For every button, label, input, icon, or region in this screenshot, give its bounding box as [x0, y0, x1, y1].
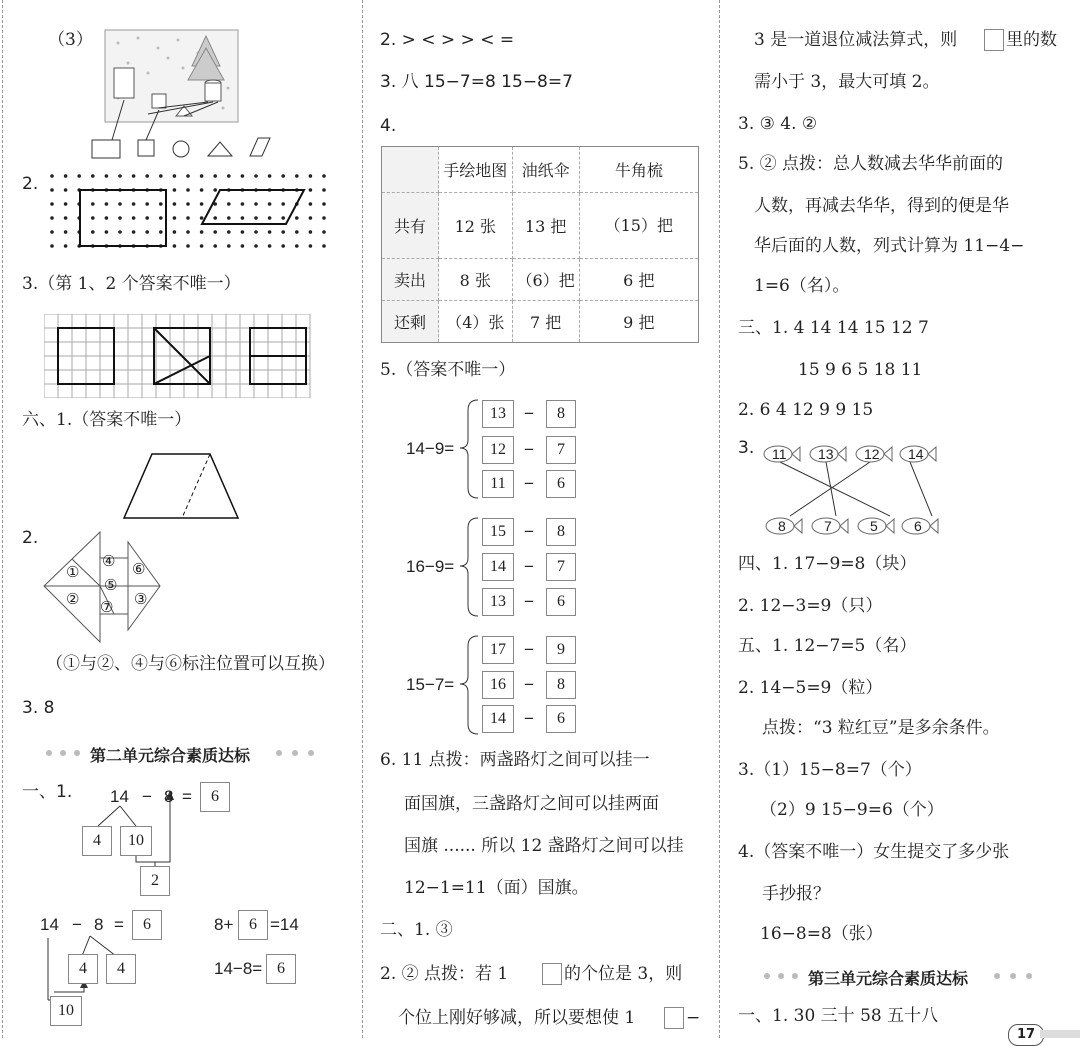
right-line-12: 四、1. 17−9=8（块）: [738, 554, 917, 574]
tangram-label-2: ②: [66, 590, 80, 608]
grid-dot: [64, 188, 68, 192]
group1-pair1-left: 13: [482, 400, 514, 428]
grid-dot: [64, 244, 68, 248]
grid-dot: [322, 188, 326, 192]
unit3-title: 第三单元综合素质达标: [808, 969, 969, 988]
grid-dot: [281, 174, 285, 178]
mid-line-6c: 国旗 ...... 所以 12 盏路灯之间可以挂: [404, 836, 684, 856]
calc3-answer-box: 6: [238, 910, 268, 940]
minus-sign: −: [524, 474, 534, 493]
right-line-4: 5. ② 点拨：总人数减去华华前面的: [738, 154, 1004, 174]
mid-two-2b: 个位上刚好够减，所以要想使 1: [398, 1008, 636, 1028]
grid-dot: [200, 230, 204, 234]
fish-bottom-1: 8: [778, 518, 786, 534]
q3b-label: 3.（第 1、2 个答案不唯一）: [22, 274, 241, 294]
right-line-21: 16−8=8（张）: [760, 924, 883, 944]
grid-dot: [173, 188, 177, 192]
grid-dot: [281, 230, 285, 234]
calc1-b: 8: [164, 787, 174, 806]
table-row-header: 共有: [382, 193, 439, 259]
calc1-op: −: [142, 787, 152, 806]
grid-dot: [145, 202, 149, 206]
group3-pair3-right: 6: [546, 705, 576, 733]
grid-dot: [268, 174, 272, 178]
calc4-answer-box: 6: [266, 954, 296, 984]
grid-dot: [322, 174, 326, 178]
mid-line-2: 2. > < > > < =: [380, 30, 515, 50]
minus-sign: −: [524, 404, 534, 423]
tangram-label-1: ①: [66, 563, 80, 581]
six-1-label: 六、1.（答案不唯一）: [22, 410, 192, 430]
mid-line-4: 4.: [380, 116, 397, 136]
calc4-pre: 14−8=: [214, 959, 263, 978]
grid-dot: [309, 216, 313, 220]
grid-dot: [295, 216, 299, 220]
table-cell: （6）把: [512, 259, 579, 301]
grid-dot: [309, 230, 313, 234]
right-line-20: 手抄报？: [762, 884, 830, 904]
page-number-bar: [1040, 1030, 1080, 1038]
grid-dot: [50, 244, 54, 248]
calc1-split1-box: 4: [82, 826, 112, 856]
column-divider-1: [362, 0, 363, 1038]
group3-pair3-left: 14: [482, 705, 514, 733]
grid-dot: [254, 202, 258, 206]
grid-dot: [50, 188, 54, 192]
grid-dot: [213, 216, 217, 220]
grid-dot: [281, 202, 285, 206]
group1-pair2-right: 7: [546, 436, 576, 464]
right-line-6: 华后面的人数，列式计算为 11−4−: [754, 236, 1025, 256]
grid-dot: [186, 202, 190, 206]
right-line-11: 3.: [738, 438, 755, 458]
table-cell: [382, 147, 439, 193]
group2-pair1-right: 8: [546, 518, 576, 546]
grid-dot: [159, 216, 163, 220]
right-line-14: 五、1. 12−7=5（名）: [738, 636, 917, 656]
right-line-10: 2. 6 4 12 9 9 15: [738, 400, 874, 420]
grid-dot: [309, 174, 313, 178]
grid-dot: [50, 202, 54, 206]
grid-dot: [50, 230, 54, 234]
grid-dot: [173, 174, 177, 178]
right-line-2: 需小于 3，最大可填 2。: [754, 72, 940, 92]
grid-dot: [132, 174, 136, 178]
minus-sign: −: [524, 709, 534, 728]
grid-dot: [268, 216, 272, 220]
calc1-split2-box: 10: [120, 826, 152, 856]
grid-dot: [227, 174, 231, 178]
grid-dot: [213, 174, 217, 178]
grid-dot: [241, 202, 245, 206]
right-line-16: 点拨：“3 粒红豆”是多余条件。: [762, 718, 1000, 738]
group2-pair3-left: 13: [482, 588, 514, 616]
group3-label: 15−7=: [406, 675, 455, 694]
grid-dot: [254, 230, 258, 234]
table-header-cell: 牛角梳: [579, 147, 698, 193]
grid-dot: [281, 244, 285, 248]
right-line-22: 一、1. 30 三十 58 五十八: [738, 1006, 939, 1026]
grid-dot: [173, 202, 177, 206]
table-cell: 12 张: [439, 193, 513, 259]
table-cell: 7 把: [512, 301, 579, 343]
fish-top-2: 13: [818, 446, 834, 462]
table-header-row: [382, 147, 699, 193]
grid-dot: [77, 174, 81, 178]
right-line-9: 15 9 6 5 18 11: [798, 360, 923, 380]
left-margin-line: [2, 0, 3, 1038]
grid-dot: [322, 202, 326, 206]
table-cell: （15）把: [579, 193, 698, 259]
group3-pair1-right: 9: [546, 636, 576, 664]
mid-line-6b: 面国旗，三盏路灯之间可以挂两面: [404, 794, 659, 814]
calc1-answer-box: 6: [200, 782, 230, 812]
grid-dot: [213, 230, 217, 234]
group2-label: 16−9=: [406, 557, 455, 576]
six-3-answer: 3. 8: [22, 698, 55, 718]
mid-two-2b-end: −: [686, 1008, 701, 1028]
calc2-split1-box: 4: [68, 954, 98, 984]
grid-dot: [281, 216, 285, 220]
table-header-cell: 油纸伞: [512, 147, 579, 193]
table-row: [382, 193, 699, 259]
right-line-3: 3. ③ 4. ②: [738, 114, 818, 134]
tangram-fish-figure: [40, 528, 164, 648]
q3-label: （3）: [48, 30, 93, 50]
group3-pair1-left: 17: [482, 636, 514, 664]
group1-pair1-right: 8: [546, 400, 576, 428]
group1-pair2-left: 12: [482, 436, 514, 464]
mid-line-6d: 12−1=11（面）国旗。: [404, 878, 589, 898]
group2-pair3-right: 6: [546, 588, 576, 616]
calc3-pre: 8+: [214, 915, 234, 934]
grid-dot: [50, 216, 54, 220]
grid-dot: [173, 230, 177, 234]
table-row: [382, 301, 699, 343]
grid-dot: [241, 230, 245, 234]
group2-pair2-right: 7: [546, 553, 576, 581]
tangram-label-5: ⑤: [104, 576, 118, 594]
grid-dot: [227, 216, 231, 220]
calc3-post: =14: [270, 915, 299, 934]
tangram-label-3: ③: [134, 590, 148, 608]
grid-dot: [268, 202, 272, 206]
grid-dot: [295, 230, 299, 234]
grid-dot: [118, 202, 122, 206]
grid-dot: [295, 244, 299, 248]
fish-top-3: 12: [864, 446, 880, 462]
mid-two-2a-end: 的个位是 3，则: [564, 964, 683, 984]
tangram-label-7: ⑥: [132, 560, 146, 578]
grid-dot: [322, 244, 326, 248]
grid-dot: [64, 216, 68, 220]
right-line-5: 人数，再减去华华，得到的便是华: [754, 196, 1009, 216]
grid-dot: [173, 244, 177, 248]
grid-dot: [91, 216, 95, 220]
grid-dot: [159, 202, 163, 206]
grid-dot: [91, 202, 95, 206]
grid-dot: [200, 244, 204, 248]
fish-bottom-3: 5: [870, 518, 878, 534]
snow-scene-figure: [88, 28, 288, 168]
group2-pair1-left: 15: [482, 518, 514, 546]
right-line-17: 3.（1）15−8=7（个）: [738, 760, 922, 780]
grid-dot: [159, 174, 163, 178]
grid-dot: [64, 202, 68, 206]
grid-dot: [241, 244, 245, 248]
grid-dot: [132, 202, 136, 206]
six-2-label: 2.: [22, 528, 39, 548]
mid-two-1: 二、1. ③: [380, 920, 453, 940]
mid-line-3: 3. 八 15−7=8 15−8=7: [380, 72, 573, 92]
calc2-op: −: [72, 915, 82, 934]
group1-label: 14−9=: [406, 439, 455, 458]
group1-pair3-left: 11: [482, 470, 514, 498]
right-line-15: 2. 14−5=9（粒）: [738, 678, 883, 698]
calc2-result-box: 10: [50, 996, 82, 1026]
grid-dot: [322, 230, 326, 234]
right-line-13: 2. 12−3=9（只）: [738, 596, 883, 616]
minus-sign: −: [524, 557, 534, 576]
grid-dot: [118, 216, 122, 220]
table-row-header: 还剩: [382, 301, 439, 343]
page-number-badge: [1008, 1024, 1044, 1046]
calc2-a: 14: [40, 915, 59, 934]
mid-line-5: 5.（答案不唯一）: [380, 360, 516, 380]
tangram-label-6: ⑦: [100, 598, 114, 616]
grid-dot: [145, 216, 149, 220]
group3-pair2-left: 16: [482, 671, 514, 699]
grid-dot: [309, 202, 313, 206]
right-line-18: （2）9 15−9=6（个）: [760, 800, 944, 820]
trapezoid-figure: [120, 448, 246, 522]
grid-dot: [64, 230, 68, 234]
grid-dot: [91, 174, 95, 178]
right-line-7: 1=6（名）。: [754, 276, 850, 296]
table-row-header: 卖出: [382, 259, 439, 301]
grid-dot: [132, 230, 136, 234]
grid-dot: [295, 174, 299, 178]
grid-dot: [105, 216, 109, 220]
grid-dot: [254, 174, 258, 178]
minus-sign: −: [524, 640, 534, 659]
minus-sign: −: [524, 675, 534, 694]
grid-dot: [105, 174, 109, 178]
minus-sign: −: [524, 522, 534, 541]
fish-matching-lines: [760, 440, 960, 540]
blank-box: [542, 963, 562, 985]
table-cell: 9 把: [579, 301, 698, 343]
unit2-title: 第二单元综合素质达标: [90, 746, 251, 765]
grid-dot: [50, 174, 54, 178]
grid-dot: [268, 230, 272, 234]
group3-pair2-right: 8: [546, 671, 576, 699]
sales-table: [381, 146, 699, 343]
calc2-answer-box: 6: [132, 910, 162, 940]
minus-sign: −: [524, 440, 534, 459]
grid-dot: [200, 174, 204, 178]
group1-pair3-right: 6: [546, 470, 576, 498]
grid-dot: [145, 174, 149, 178]
square-grid-figure: [44, 314, 320, 398]
grid-dot: [268, 244, 272, 248]
grid-dot: [186, 216, 190, 220]
fish-bottom-2: 7: [824, 518, 832, 534]
grid-dot: [254, 216, 258, 220]
mid-two-2a: 2. ② 点拨：若 1: [380, 964, 509, 984]
right-line-8: 三、1. 4 14 14 15 12 7: [738, 318, 929, 338]
grid-dot: [64, 174, 68, 178]
grid-dot: [309, 244, 313, 248]
fish-bottom-4: 6: [914, 518, 922, 534]
grid-dot: [159, 230, 163, 234]
grid-dot: [132, 216, 136, 220]
grid-dot: [105, 230, 109, 234]
page-number: 17: [1017, 1027, 1036, 1042]
dot-grid-figure: [40, 168, 330, 260]
grid-dot: [118, 174, 122, 178]
calc1-result-box: 2: [140, 866, 170, 896]
calc1-eq: =: [182, 787, 192, 806]
calc2-split2-box: 4: [106, 954, 136, 984]
six-2-note: （①与②、④与⑥标注位置可以互换）: [46, 654, 335, 674]
group2-brace: [456, 514, 482, 620]
grid-dot: [173, 216, 177, 220]
table-row: [382, 259, 699, 301]
grid-dot: [227, 230, 231, 234]
grid-dot: [200, 188, 204, 192]
blank-box: [984, 29, 1004, 51]
grid-dot: [213, 244, 217, 248]
grid-dot: [186, 244, 190, 248]
column-divider-2: [719, 0, 720, 1038]
grid-dot: [105, 202, 109, 206]
table-cell: 13 把: [512, 193, 579, 259]
right-line-19: 4.（答案不唯一）女生提交了多少张: [738, 842, 1010, 862]
group1-brace: [456, 396, 482, 502]
fish-top-4: 14: [908, 446, 924, 462]
group3-brace: [456, 632, 482, 738]
grid-dot: [186, 174, 190, 178]
table-cell: （4）张: [439, 301, 513, 343]
grid-dot: [186, 230, 190, 234]
calc2-eq: =: [114, 915, 124, 934]
table-cell: 8 张: [439, 259, 513, 301]
one-1-label: 一、1.: [22, 782, 73, 802]
grid-dot: [227, 244, 231, 248]
grid-dot: [322, 216, 326, 220]
table-cell: 6 把: [579, 259, 698, 301]
grid-dot: [241, 174, 245, 178]
calc2-b: 8: [94, 915, 104, 934]
q2-label: 2.: [22, 174, 39, 194]
unit2-section-header: [42, 743, 322, 763]
table-header-cell: 手绘地图: [439, 147, 513, 193]
mid-line-6a: 6. 11 点拨：两盏路灯之间可以挂一: [380, 750, 650, 770]
grid-dot: [227, 202, 231, 206]
grid-dot: [309, 188, 313, 192]
minus-sign: −: [524, 592, 534, 611]
right-line-1a: 3 是一道退位减法算式，则: [754, 30, 958, 50]
calc1-a: 14: [110, 787, 129, 806]
grid-dot: [200, 216, 204, 220]
blank-box: [664, 1007, 684, 1029]
grid-dot: [200, 202, 204, 206]
grid-dot: [145, 230, 149, 234]
group2-pair2-left: 14: [482, 553, 514, 581]
grid-dot: [91, 230, 95, 234]
tangram-label-4: ④: [102, 552, 116, 570]
grid-dot: [118, 230, 122, 234]
grid-dot: [241, 216, 245, 220]
grid-dot: [213, 188, 217, 192]
grid-dot: [186, 188, 190, 192]
grid-dot: [254, 244, 258, 248]
right-line-1b: 里的数: [1006, 30, 1057, 50]
fish-top-1: 11: [772, 446, 787, 462]
unit3-section-header: [760, 966, 1040, 986]
